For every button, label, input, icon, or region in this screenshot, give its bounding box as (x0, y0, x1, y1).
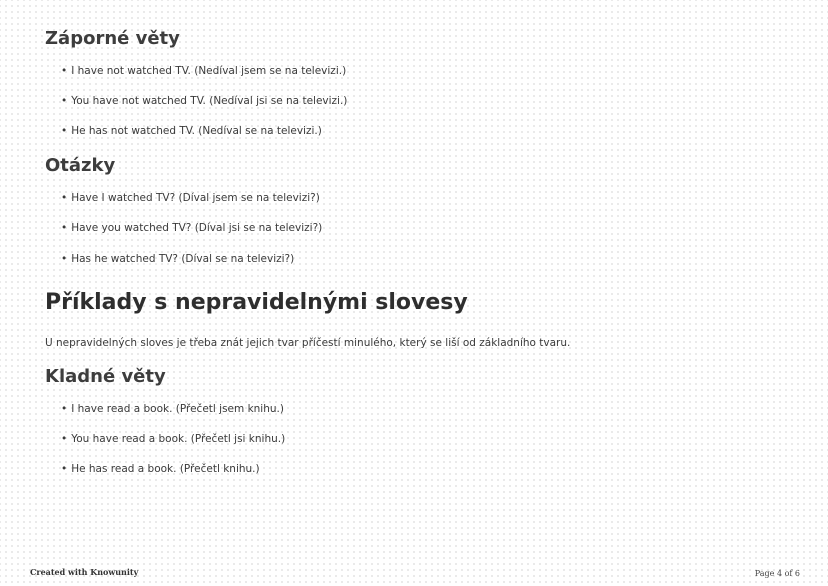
intro-paragraph: U nepravidelných sloves je třeba znát jejich tvar příčestí minulého, který se liší od základního tvaru. (45, 337, 571, 349)
list-item-text: You have not watched TV. (Nedíval jsi se na televizi.) (71, 95, 348, 107)
main-heading-irregular: Příklady s nepravidelnými slovesy (45, 290, 468, 315)
created-with-label: Created with Knowunity (30, 567, 139, 577)
list-item (61, 403, 284, 415)
bullet-icon: • (61, 222, 68, 234)
bullet-icon: • (61, 125, 68, 137)
list-item-text: I have read a book. (Přečetl jsem knihu.) (71, 403, 284, 415)
list-item (61, 192, 320, 204)
list-item (61, 222, 322, 234)
list-item-text: Has he watched TV? (Díval se na televizi?) (71, 253, 295, 265)
list-item (61, 253, 294, 265)
bullet-icon: • (61, 95, 68, 107)
list-item-text: He has read a book. (Přečetl knihu.) (71, 463, 260, 475)
bullet-icon: • (61, 433, 68, 445)
list-item-text: Have you watched TV? (Díval jsi se na televizi?) (71, 222, 323, 234)
list-item (61, 65, 346, 77)
section-heading-questions: Otázky (45, 155, 116, 176)
section-heading-positive: Kladné věty (45, 366, 166, 387)
list-item (61, 125, 322, 137)
list-item-text: He has not watched TV. (Nedíval se na televizi.) (71, 125, 322, 137)
page-number: Page 4 of 6 (754, 569, 800, 578)
list-item-text: You have read a book. (Přečetl jsi knihu.) (71, 433, 286, 445)
list-item-text: Have I watched TV? (Díval jsem se na televizi?) (71, 192, 320, 204)
bullet-icon: • (61, 463, 68, 475)
bullet-icon: • (61, 253, 68, 265)
bullet-icon: • (61, 192, 68, 204)
list-item (61, 433, 285, 445)
bullet-icon: • (61, 65, 68, 77)
list-item (61, 463, 260, 475)
list-item (61, 95, 347, 107)
section-heading-negative: Záporné věty (45, 28, 180, 49)
bullet-icon: • (61, 403, 68, 415)
list-item-text: I have not watched TV. (Nedíval jsem se na televizi.) (71, 65, 347, 77)
